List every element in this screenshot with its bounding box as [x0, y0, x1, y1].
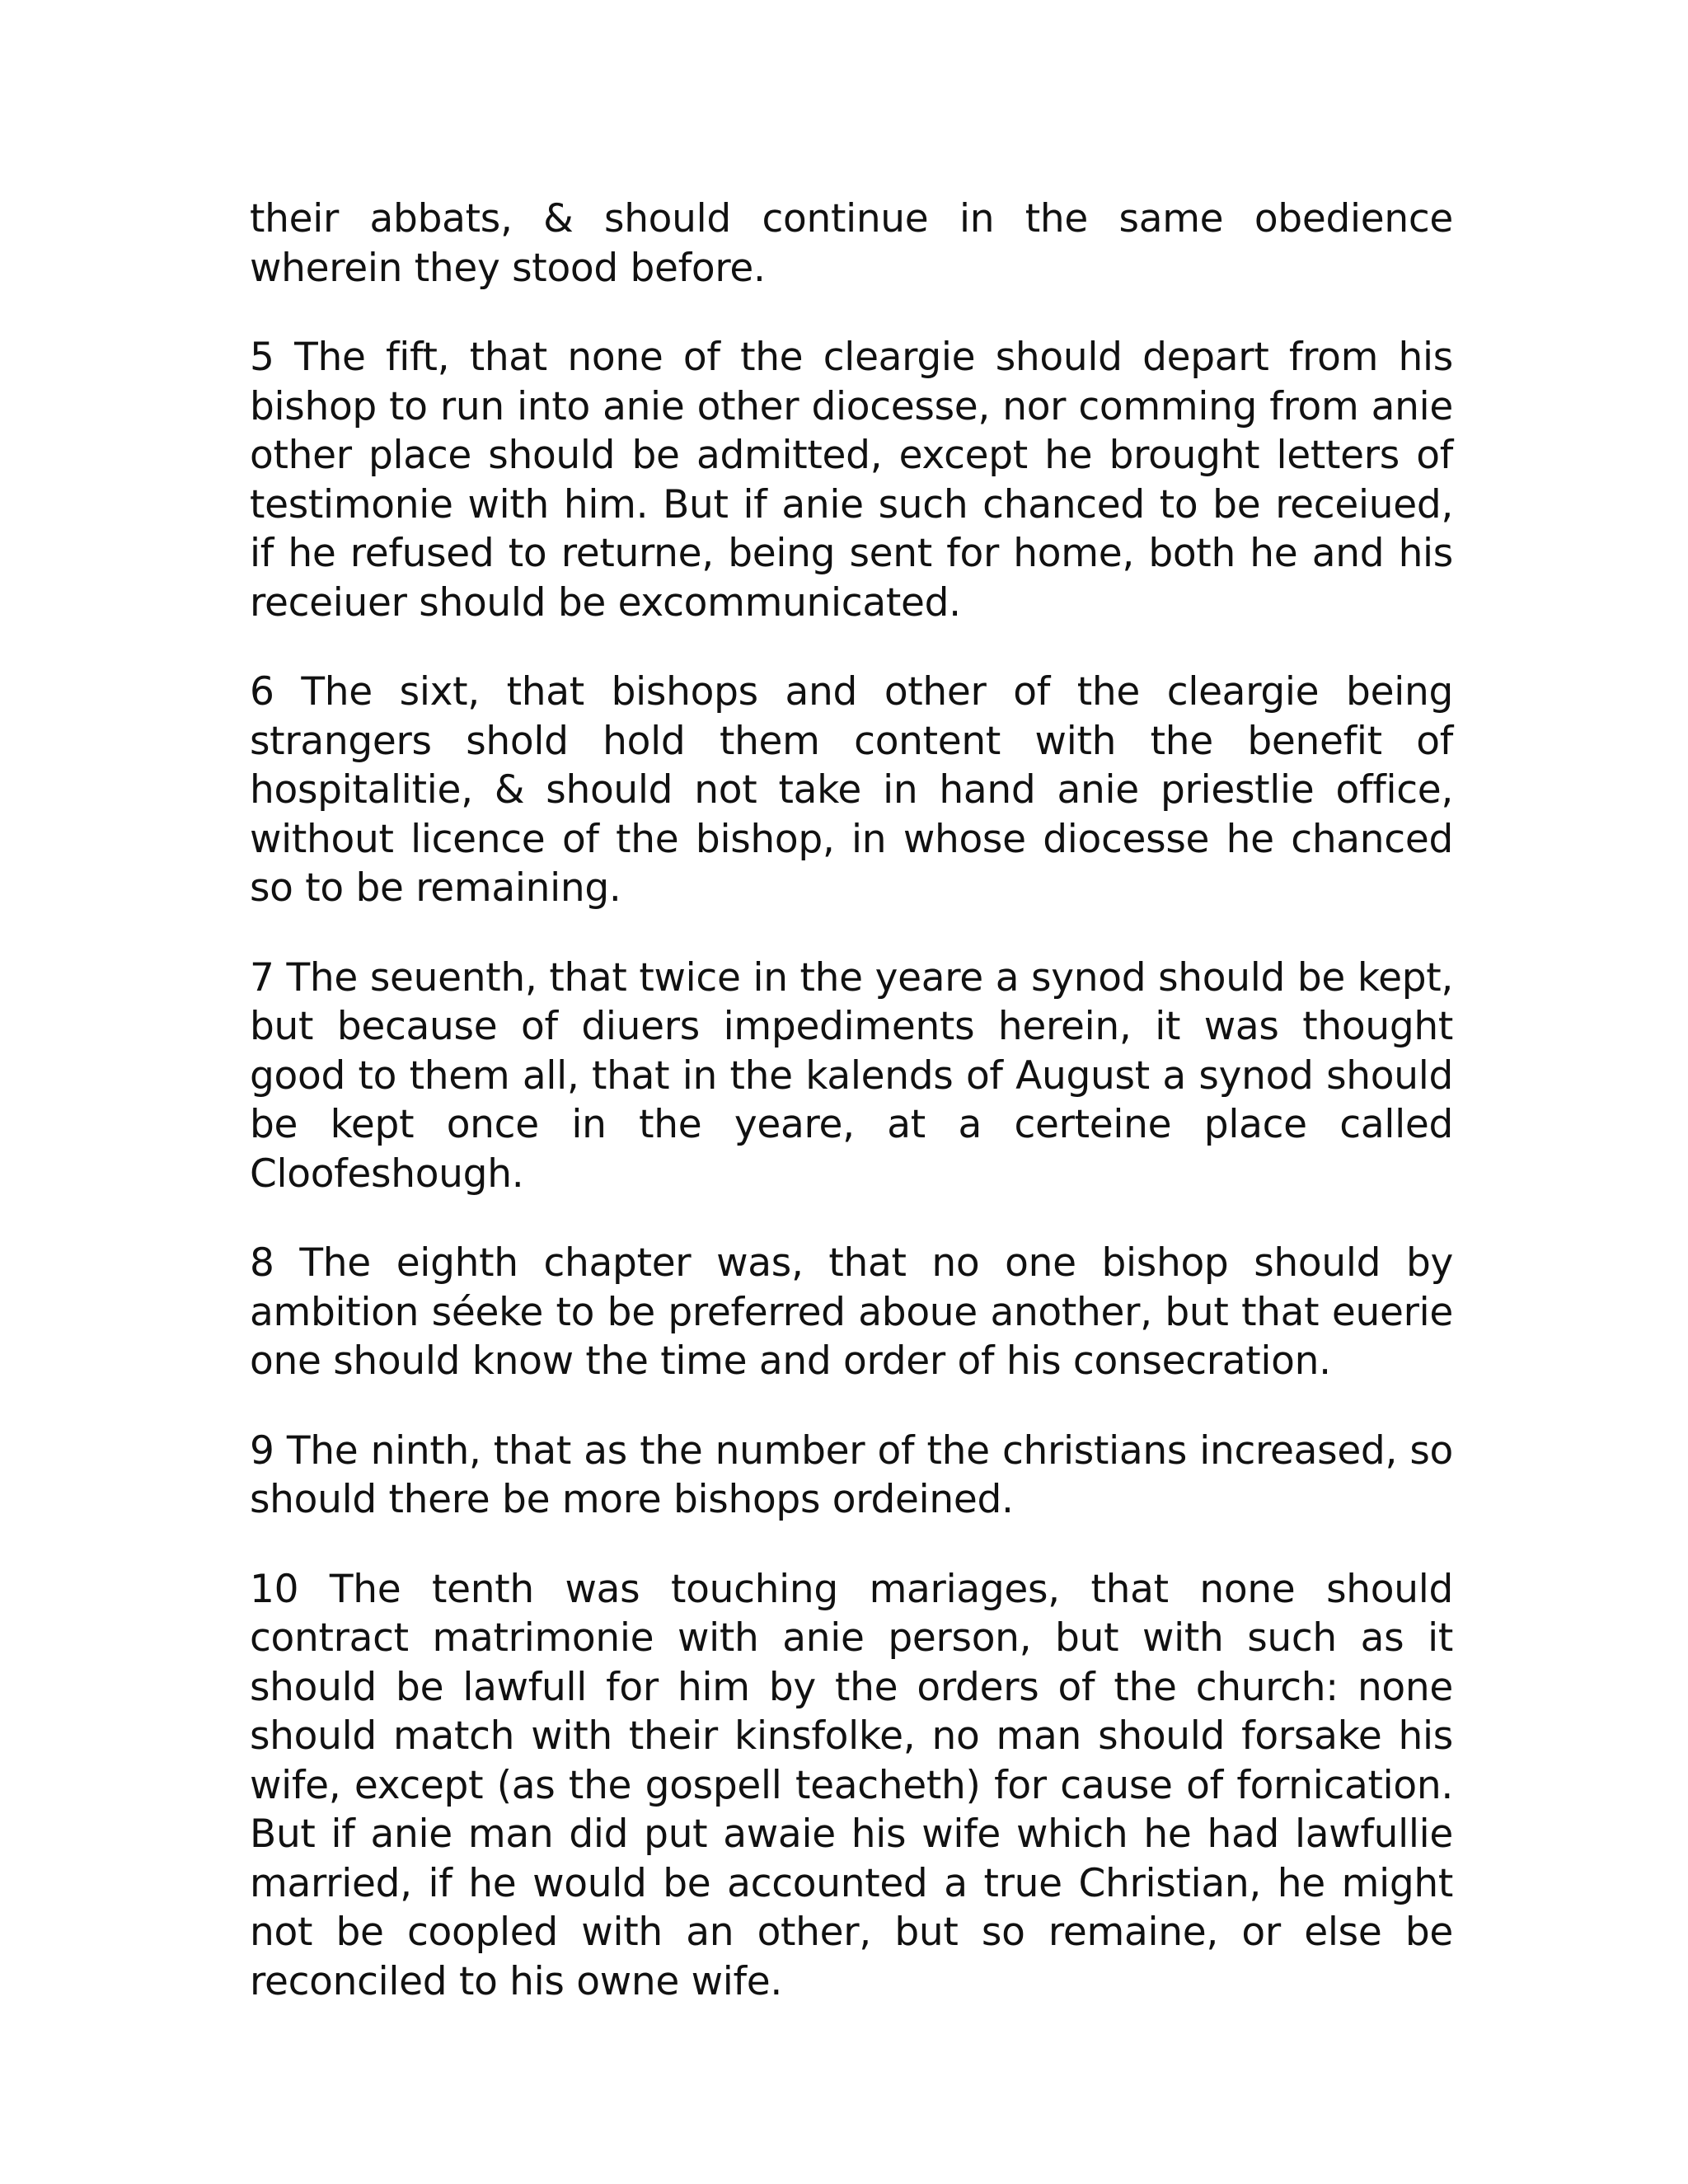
- paragraph-item-9: 9 The ninth, that as the number of the christians increased, so should there be more bishops ordeined.: [250, 1427, 1453, 1522]
- paragraph-item-7: 7 The seuenth, that twice in the yeare a synod should be kept, but because of diuers impediments herein, it was thought good to them all, that in the kalends of August a synod should be kept once in the yeare, at a certeine place called Cloofeshough.: [250, 954, 1453, 1197]
- body-text: [250, 194, 1453, 2046]
- paragraph-item-6: 6 The sixt, that bishops and other of the cleargie being strangers shold hold them content with the benefit of hospitalitie, & should not take in hand anie priestlie office, without licence of the bishop, in whose diocesse he chanced so to be remaining.: [250, 669, 1453, 911]
- paragraph-item-5: 5 The fift, that none of the cleargie should depart from his bishop to run into anie other diocesse, nor comming from anie other place should be admitted, except he brought letters of testimonie with him. But if anie such chanced to be receiued, if he refused to returne, being sent for home, both he and his receiuer should be excommunicated.: [250, 335, 1453, 626]
- paragraph-item-8: 8 The eighth chapter was, that no one bishop should by ambition séeke to be preferred aboue another, but that euerie one should know the time and order of his consecration.: [250, 1240, 1453, 1384]
- paragraph-item-10: 10 The tenth was touching mariages, that none should contract matrimonie with anie person, but with such as it should be lawfull for him by the orders of the church: none should match with their kinsfolke, no man should forsake his wife, except (as the gospell teacheth) for cause of fornication. But if anie man did put awaie his wife which he had lawfullie married, if he would be accounted a true Christian, he might not be coopled with an other, but so remaine, or else be reconciled to his owne wife.: [250, 1566, 1453, 2004]
- paragraph-continuation: their abbats, & should continue in the same obedience wherein they stood before.: [250, 196, 1453, 291]
